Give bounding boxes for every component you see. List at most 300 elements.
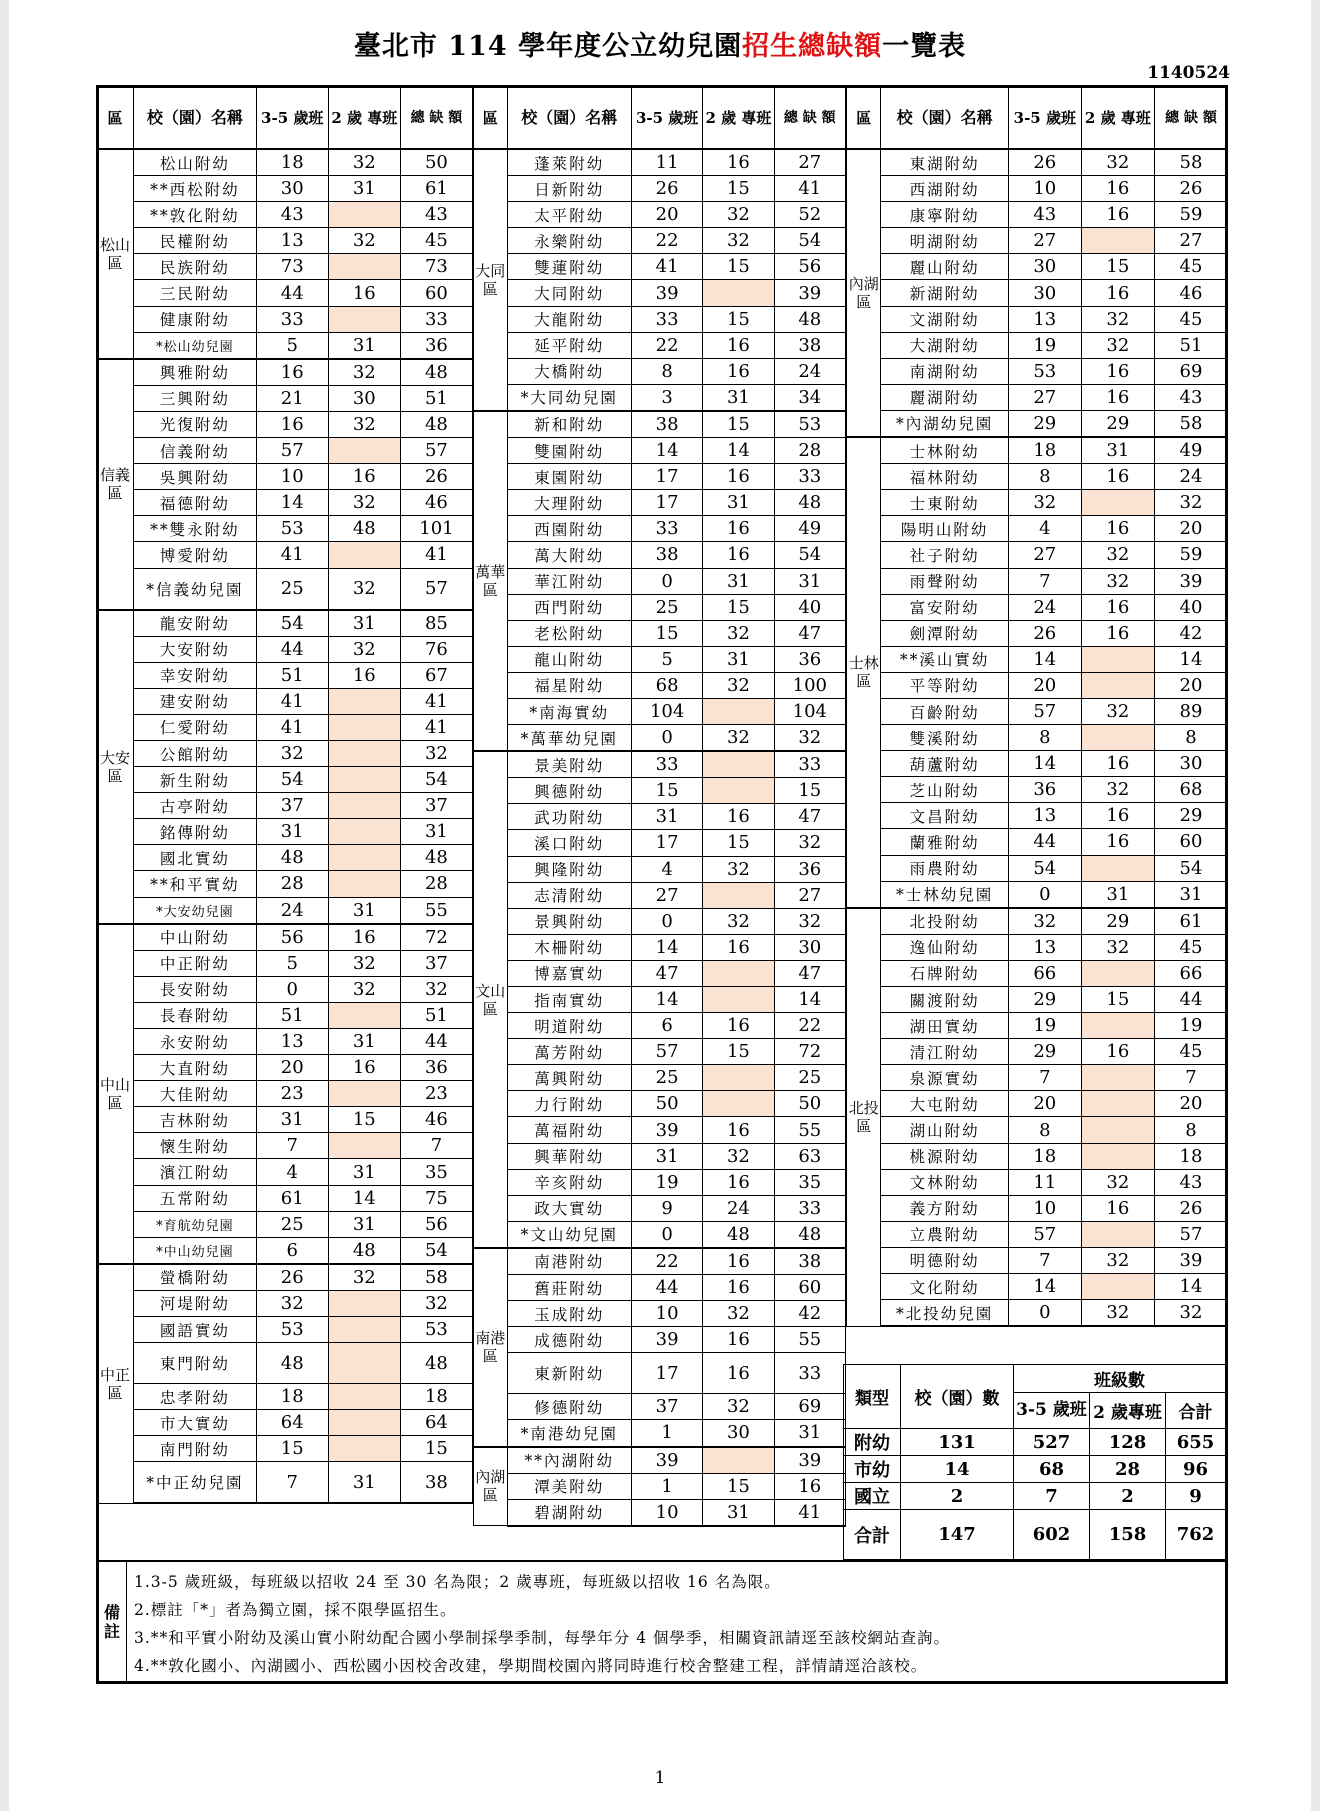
vacancy-2y: 16 xyxy=(1081,1195,1154,1221)
header-row xyxy=(847,88,1228,150)
table-row xyxy=(847,1247,1228,1273)
table-row xyxy=(97,1290,473,1316)
vacancy-total: 26 xyxy=(400,464,472,490)
vacancy-total: 24 xyxy=(774,358,845,384)
vacancy-total: 76 xyxy=(400,636,472,662)
summary-schools: 147 xyxy=(901,1510,1014,1560)
vacancy-2y: 24 xyxy=(703,1195,774,1221)
vacancy-35: 22 xyxy=(631,332,702,358)
vacancy-total: 18 xyxy=(400,1384,472,1410)
school-name: 懷生附幼 xyxy=(134,1133,257,1159)
table-row xyxy=(97,1264,473,1291)
table-row xyxy=(97,1384,473,1410)
vacancy-2y: 16 xyxy=(703,542,774,568)
vacancy-35: 10 xyxy=(1008,1195,1081,1221)
vacancy-35: 7 xyxy=(256,1462,328,1504)
vacancy-2y: 15 xyxy=(703,594,774,620)
vacancy-2y: 32 xyxy=(703,672,774,698)
vacancy-2y: 32 xyxy=(1081,306,1154,332)
vacancy-2y: 15 xyxy=(703,254,774,280)
school-name: 龍山附幼 xyxy=(507,646,631,672)
table-row xyxy=(474,882,846,908)
header-row xyxy=(474,88,846,150)
table-row xyxy=(97,1410,473,1436)
vacancy-2y: 15 xyxy=(703,411,774,438)
school-name: 修德附幼 xyxy=(507,1394,631,1420)
table-row xyxy=(474,1473,846,1499)
vacancy-35: 66 xyxy=(1008,960,1081,986)
table-row xyxy=(474,620,846,646)
vacancy-35: 5 xyxy=(631,646,702,672)
school-name: 逸仙附幼 xyxy=(881,934,1008,960)
note-line: 3.**和平實小附幼及溪山實小附幼配合國小學制採學季制，每學年分 4 個學季，相關資訊請逕至該校網站查詢。 xyxy=(134,1629,951,1647)
vacancy-total: 55 xyxy=(774,1117,845,1143)
vacancy-total: 33 xyxy=(774,464,845,490)
vacancy-total: 68 xyxy=(1154,777,1227,803)
school-name: 萬福附幼 xyxy=(507,1117,631,1143)
table-row xyxy=(847,829,1228,855)
school-name: 忠孝附幼 xyxy=(134,1384,257,1410)
vacancy-35: 19 xyxy=(1008,332,1081,358)
vacancy-35: 5 xyxy=(256,950,328,976)
vacancy-total: 48 xyxy=(400,359,472,386)
vacancy-35: 18 xyxy=(256,149,328,176)
school-name: 五常附幼 xyxy=(134,1185,257,1211)
vacancy-2y xyxy=(328,1384,400,1410)
table-row xyxy=(97,385,473,411)
school-name: *松山幼兒園 xyxy=(134,332,257,359)
table-row xyxy=(847,490,1228,516)
column-2-table xyxy=(473,87,846,1527)
vacancy-2y xyxy=(328,1081,400,1107)
vacancy-2y: 32 xyxy=(703,1394,774,1420)
vacancy-35: 14 xyxy=(631,934,702,960)
table-row xyxy=(474,1248,846,1275)
table-row xyxy=(474,254,846,280)
table-row xyxy=(474,725,846,752)
header-35-class: 3-5 歲班 xyxy=(631,88,702,150)
vacancy-35: 48 xyxy=(256,1343,328,1384)
vacancy-2y: 32 xyxy=(703,620,774,646)
table-row xyxy=(474,1499,846,1526)
vacancy-35: 13 xyxy=(256,1029,328,1055)
vacancy-35: 8 xyxy=(1008,1117,1081,1143)
vacancy-2y: 16 xyxy=(1081,1039,1154,1065)
vacancy-2y: 29 xyxy=(1081,410,1154,437)
summary-schools: 14 xyxy=(901,1456,1014,1483)
summary-schools: 2 xyxy=(901,1483,1014,1510)
vacancy-total: 54 xyxy=(1154,855,1227,881)
vacancy-total: 20 xyxy=(1154,516,1227,542)
school-name: *士林幼兒園 xyxy=(881,881,1008,908)
vacancy-total: 57 xyxy=(1154,1221,1227,1247)
vacancy-35: 23 xyxy=(256,1081,328,1107)
summary-total: 96 xyxy=(1166,1456,1226,1483)
vacancy-total: 33 xyxy=(774,1353,845,1394)
table-row xyxy=(847,934,1228,960)
vacancy-2y xyxy=(1081,855,1154,881)
vacancy-total: 34 xyxy=(774,384,845,411)
vacancy-total: 51 xyxy=(400,385,472,411)
vacancy-35: 68 xyxy=(631,672,702,698)
school-name: 永安附幼 xyxy=(134,1029,257,1055)
school-name: 社子附幼 xyxy=(881,542,1008,568)
vacancy-total: 55 xyxy=(400,897,472,924)
school-name: 大理附幼 xyxy=(507,490,631,516)
vacancy-35: 10 xyxy=(256,464,328,490)
vacancy-35: 51 xyxy=(256,662,328,688)
note-line: 4.**敦化國小、內湖國小、西松國小因校舍改建，學期間校園內將同時進行校舍整建工程，詳情請逕洽該校。 xyxy=(134,1657,928,1675)
vacancy-2y xyxy=(703,751,774,778)
vacancy-35: 37 xyxy=(631,1394,702,1420)
vacancy-total: 36 xyxy=(400,332,472,359)
vacancy-2y xyxy=(703,987,774,1013)
vacancy-2y xyxy=(1081,1091,1154,1117)
vacancy-total: 60 xyxy=(774,1275,845,1301)
school-name: 萬芳附幼 xyxy=(507,1039,631,1065)
vacancy-total: 59 xyxy=(1154,202,1227,228)
vacancy-35: 41 xyxy=(256,714,328,740)
vacancy-35: 7 xyxy=(1008,568,1081,594)
district-label: 士林區 xyxy=(847,437,881,908)
vacancy-35: 57 xyxy=(256,438,328,464)
table-row xyxy=(97,740,473,766)
vacancy-2y: 16 xyxy=(703,934,774,960)
vacancy-total: 39 xyxy=(774,1447,845,1474)
school-name: 舊莊附幼 xyxy=(507,1275,631,1301)
school-name: **西松附幼 xyxy=(134,176,257,202)
vacancy-total: 31 xyxy=(774,1420,845,1447)
vacancy-35: 31 xyxy=(631,1143,702,1169)
vacancy-total: 20 xyxy=(1154,1091,1227,1117)
vacancy-total: 58 xyxy=(1154,149,1227,176)
header-35-class: 3-5 歲班 xyxy=(256,88,328,150)
vacancy-35: 1 xyxy=(631,1420,702,1447)
vacancy-2y: 16 xyxy=(1081,516,1154,542)
vacancy-35: 0 xyxy=(631,725,702,752)
table-row xyxy=(847,777,1228,803)
vacancy-2y xyxy=(1081,490,1154,516)
vacancy-total: 60 xyxy=(1154,829,1227,855)
vacancy-total: 44 xyxy=(400,1029,472,1055)
vacancy-total: 89 xyxy=(1154,698,1227,724)
header-district: 區 xyxy=(847,88,881,150)
vacancy-35: 25 xyxy=(631,594,702,620)
summary-c35: 7 xyxy=(1014,1483,1090,1510)
vacancy-35: 29 xyxy=(1008,1039,1081,1065)
vacancy-total: 100 xyxy=(774,672,845,698)
vacancy-35: 50 xyxy=(631,1091,702,1117)
table-row xyxy=(474,358,846,384)
school-name: 福星附幼 xyxy=(507,672,631,698)
vacancy-35: 22 xyxy=(631,1248,702,1275)
school-name: **敦化附幼 xyxy=(134,202,257,228)
school-name: 文昌附幼 xyxy=(881,803,1008,829)
table-row xyxy=(847,516,1228,542)
table-row xyxy=(474,778,846,804)
school-name: 新生附幼 xyxy=(134,767,257,793)
vacancy-2y xyxy=(1081,1065,1154,1091)
vacancy-2y: 30 xyxy=(328,385,400,411)
table-row xyxy=(97,411,473,437)
school-name: **內湖附幼 xyxy=(507,1447,631,1474)
vacancy-2y xyxy=(328,1436,400,1462)
header-total-vacancy: 總 缺 額 xyxy=(1154,88,1227,150)
school-name: 陽明山附幼 xyxy=(881,516,1008,542)
vacancy-35: 8 xyxy=(1008,464,1081,490)
vacancy-total: 47 xyxy=(774,620,845,646)
school-name: 國北實幼 xyxy=(134,845,257,871)
district-label: 大安區 xyxy=(97,610,134,924)
vacancy-total: 14 xyxy=(1154,1274,1227,1300)
table-row xyxy=(847,751,1228,777)
table-row xyxy=(97,845,473,871)
table-row xyxy=(97,1133,473,1159)
vacancy-total: 22 xyxy=(774,1013,845,1039)
school-name: 河堤附幼 xyxy=(134,1290,257,1316)
table-row xyxy=(97,516,473,542)
vacancy-35: 17 xyxy=(631,1353,702,1394)
vacancy-2y xyxy=(328,1290,400,1316)
table-row xyxy=(97,767,473,793)
school-name: **和平實幼 xyxy=(134,871,257,897)
vacancy-35: 7 xyxy=(256,1133,328,1159)
vacancy-35: 57 xyxy=(631,1039,702,1065)
table-row xyxy=(474,908,846,934)
vacancy-total: 45 xyxy=(1154,934,1227,960)
table-row xyxy=(97,1343,473,1384)
vacancy-35: 27 xyxy=(1008,228,1081,254)
vacancy-total: 51 xyxy=(1154,332,1227,358)
vacancy-total: 56 xyxy=(774,254,845,280)
vacancy-35: 9 xyxy=(631,1195,702,1221)
vacancy-35: 20 xyxy=(1008,672,1081,698)
school-name: 南港附幼 xyxy=(507,1248,631,1275)
vacancy-total: 26 xyxy=(1154,176,1227,202)
vacancy-35: 61 xyxy=(256,1185,328,1211)
vacancy-35: 43 xyxy=(1008,202,1081,228)
vacancy-2y: 31 xyxy=(328,1211,400,1237)
school-name: 興德附幼 xyxy=(507,778,631,804)
vacancy-total: 18 xyxy=(1154,1143,1227,1169)
vacancy-35: 32 xyxy=(1008,490,1081,516)
vacancy-total: 60 xyxy=(400,280,472,306)
table-row xyxy=(847,908,1228,935)
table-row xyxy=(474,1169,846,1195)
vacancy-35: 37 xyxy=(256,793,328,819)
table-row xyxy=(474,464,846,490)
school-name: 潭美附幼 xyxy=(507,1473,631,1499)
vacancy-35: 54 xyxy=(256,767,328,793)
vacancy-35: 39 xyxy=(631,1447,702,1474)
vacancy-2y: 32 xyxy=(328,1264,400,1291)
school-name: *大同幼兒園 xyxy=(507,384,631,411)
vacancy-total: 38 xyxy=(400,1462,472,1504)
vacancy-2y: 15 xyxy=(1081,254,1154,280)
school-name: 博嘉實幼 xyxy=(507,960,631,986)
vacancy-total: 14 xyxy=(1154,646,1227,672)
vacancy-total: 38 xyxy=(774,1248,845,1275)
vacancy-total: 27 xyxy=(1154,228,1227,254)
summary-type: 國立 xyxy=(844,1483,901,1510)
school-name: 關渡附幼 xyxy=(881,987,1008,1013)
table-row xyxy=(474,1394,846,1420)
district-label: 中山區 xyxy=(97,924,134,1264)
title-suffix: 一覽表 xyxy=(882,31,967,62)
school-name: 碧湖附幼 xyxy=(507,1499,631,1526)
vacancy-2y: 16 xyxy=(1081,803,1154,829)
table-row xyxy=(474,1275,846,1301)
school-name: 國語實幼 xyxy=(134,1317,257,1343)
school-name: 湖田實幼 xyxy=(881,1013,1008,1039)
vacancy-35: 7 xyxy=(1008,1247,1081,1273)
table-row xyxy=(97,176,473,202)
school-name: 長春附幼 xyxy=(134,1002,257,1028)
vacancy-total: 54 xyxy=(774,542,845,568)
vacancy-35: 1 xyxy=(631,1473,702,1499)
school-name: 福德附幼 xyxy=(134,490,257,516)
vacancy-35: 38 xyxy=(631,542,702,568)
district-label: 內湖區 xyxy=(847,149,881,437)
table-row xyxy=(97,897,473,924)
vacancy-total: 42 xyxy=(774,1301,845,1327)
table-row xyxy=(474,1117,846,1143)
table-row xyxy=(847,306,1228,332)
school-name: 三民附幼 xyxy=(134,280,257,306)
vacancy-total: 53 xyxy=(774,411,845,438)
school-name: 明道附幼 xyxy=(507,1013,631,1039)
vacancy-2y: 16 xyxy=(703,1327,774,1353)
vacancy-2y: 16 xyxy=(328,924,400,951)
vacancy-2y: 14 xyxy=(328,1185,400,1211)
vacancy-35: 54 xyxy=(256,610,328,637)
vacancy-2y: 16 xyxy=(703,1248,774,1275)
vacancy-35: 6 xyxy=(631,1013,702,1039)
header-school-name: 校（園）名稱 xyxy=(507,88,631,150)
summary-total: 9 xyxy=(1166,1483,1226,1510)
vacancy-35: 38 xyxy=(631,411,702,438)
vacancy-2y xyxy=(328,542,400,568)
table-row xyxy=(474,306,846,332)
vacancy-35: 56 xyxy=(256,924,328,951)
table-row xyxy=(97,871,473,897)
vacancy-2y xyxy=(328,254,400,280)
table-row xyxy=(847,1195,1228,1221)
school-name: 玉成附幼 xyxy=(507,1301,631,1327)
vacancy-total: 32 xyxy=(400,740,472,766)
vacancy-total: 32 xyxy=(400,1290,472,1316)
vacancy-2y: 32 xyxy=(703,1301,774,1327)
vacancy-35: 33 xyxy=(631,306,702,332)
school-name: *南港幼兒園 xyxy=(507,1420,631,1447)
school-name: 武功附幼 xyxy=(507,804,631,830)
vacancy-2y xyxy=(703,960,774,986)
vacancy-2y xyxy=(703,1091,774,1117)
vacancy-total: 41 xyxy=(774,1499,845,1526)
vacancy-total: 32 xyxy=(1154,1300,1227,1327)
table-row xyxy=(474,1039,846,1065)
vacancy-35: 32 xyxy=(256,740,328,766)
school-name: 華江附幼 xyxy=(507,568,631,594)
vacancy-total: 57 xyxy=(400,438,472,464)
table-row xyxy=(97,714,473,740)
vacancy-2y: 32 xyxy=(1081,1300,1154,1327)
vacancy-total: 25 xyxy=(774,1065,845,1091)
vacancy-35: 16 xyxy=(256,359,328,386)
vacancy-35: 27 xyxy=(631,882,702,908)
school-name: 芝山附幼 xyxy=(881,777,1008,803)
summary-c2: 158 xyxy=(1090,1510,1166,1560)
vacancy-2y xyxy=(1081,1274,1154,1300)
vacancy-35: 26 xyxy=(1008,620,1081,646)
vacancy-total: 36 xyxy=(774,646,845,672)
vacancy-total: 8 xyxy=(1154,725,1227,751)
document-title xyxy=(0,24,1320,63)
vacancy-2y: 16 xyxy=(1081,464,1154,490)
vacancy-total: 39 xyxy=(1154,1247,1227,1273)
school-name: 日新附幼 xyxy=(507,176,631,202)
vacancy-total: 63 xyxy=(774,1143,845,1169)
vacancy-35: 14 xyxy=(631,438,702,464)
vacancy-2y: 16 xyxy=(703,358,774,384)
vacancy-35: 14 xyxy=(1008,646,1081,672)
table-row xyxy=(474,751,846,778)
table-row xyxy=(474,672,846,698)
vacancy-2y: 31 xyxy=(1081,437,1154,464)
school-name: 力行附幼 xyxy=(507,1091,631,1117)
vacancy-total: 48 xyxy=(400,845,472,871)
school-name: *萬華幼兒園 xyxy=(507,725,631,752)
vacancy-total: 72 xyxy=(774,1039,845,1065)
vacancy-total: 58 xyxy=(400,1264,472,1291)
vacancy-total: 33 xyxy=(774,1195,845,1221)
table-row xyxy=(474,1301,846,1327)
school-name: 西湖附幼 xyxy=(881,176,1008,202)
school-name: 幸安附幼 xyxy=(134,662,257,688)
table-row xyxy=(847,176,1228,202)
vacancy-35: 48 xyxy=(256,845,328,871)
vacancy-2y xyxy=(1081,960,1154,986)
school-name: 市大實幼 xyxy=(134,1410,257,1436)
vacancy-35: 57 xyxy=(1008,698,1081,724)
vacancy-2y: 16 xyxy=(703,516,774,542)
school-name: 桃源附幼 xyxy=(881,1143,1008,1169)
table-row xyxy=(474,228,846,254)
notes-section xyxy=(96,1560,1228,1684)
vacancy-total: 37 xyxy=(400,950,472,976)
table-row xyxy=(97,306,473,332)
vacancy-35: 13 xyxy=(256,228,328,254)
vacancy-total: 48 xyxy=(774,490,845,516)
table-row xyxy=(847,1143,1228,1169)
vacancy-total: 30 xyxy=(774,934,845,960)
vacancy-total: 28 xyxy=(400,871,472,897)
school-name: 北投附幼 xyxy=(881,908,1008,935)
school-name: 康寧附幼 xyxy=(881,202,1008,228)
vacancy-total: 43 xyxy=(400,202,472,228)
vacancy-2y: 14 xyxy=(703,438,774,464)
school-name: 雙蓮附幼 xyxy=(507,254,631,280)
school-name: *信義幼兒園 xyxy=(134,568,257,610)
vacancy-35: 4 xyxy=(256,1159,328,1185)
table-row xyxy=(847,410,1228,437)
table-row xyxy=(847,960,1228,986)
table-row xyxy=(97,636,473,662)
header-district: 區 xyxy=(474,88,508,150)
vacancy-total: 30 xyxy=(1154,751,1227,777)
table-row xyxy=(847,1091,1228,1117)
vacancy-total: 50 xyxy=(400,149,472,176)
